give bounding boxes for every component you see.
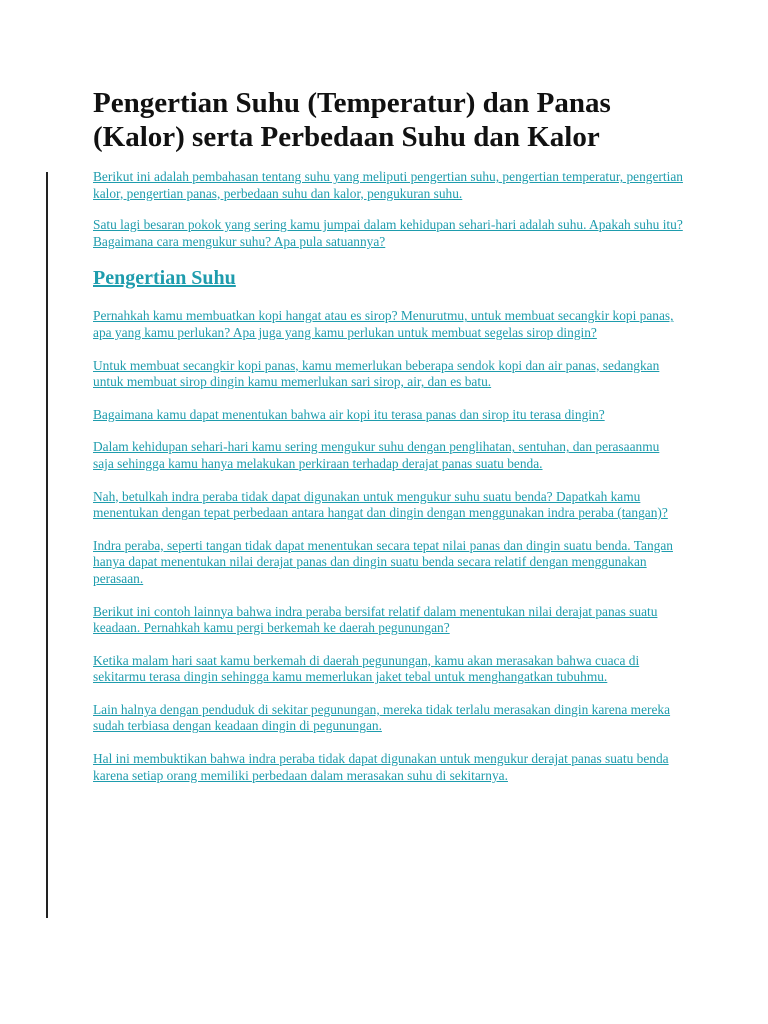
- body-paragraph-4[interactable]: Dalam kehidupan sehari-hari kamu sering mengukur suhu dengan penglihatan, sentuhan, dan perasaanmu saja sehingga kamu hanya melakukan perkiraan terhadap derajat panas suatu benda.: [93, 439, 660, 471]
- body-paragraph-10[interactable]: Hal ini membuktikan bahwa indra peraba tidak dapat digunakan untuk mengukur derajat panas suatu benda karena setiap orang memiliki perbedaan dalam merasakan suhu di sekitarnya.: [93, 751, 669, 783]
- body-paragraph-5[interactable]: Nah, betulkah indra peraba tidak dapat digunakan untuk mengukur suhu suatu benda? Dapatkah kamu menentukan dengan tepat perbedaan antara hangat dan dingin dengan menggunakan indra peraba (tangan)?: [93, 488, 668, 521]
- body-paragraph-1[interactable]: Pernahkah kamu membuatkan kopi hangat atau es sirop? Menurutmu, untuk membuat secangkir kopi panas, apa yang kamu perlukan? Apa juga yang kamu perlukan untuk membuat segelas sirop dingin?: [93, 308, 674, 340]
- section-heading[interactable]: Pengertian Suhu: [93, 267, 236, 290]
- body-paragraph-2[interactable]: Untuk membuat secangkir kopi panas, kamu memerlukan beberapa sendok kopi dan air panas, sedangkan untuk membuat sirop dingin kamu memerlukan sari sirop, air, dan es batu.: [93, 357, 660, 390]
- body-paragraph-6[interactable]: Indra peraba, seperti tangan tidak dapat menentukan secara tepat nilai panas dan dingin suatu benda. Tangan hanya dapat menentukan nilai derajat panas dan dingin suatu benda secara relatif dengan menggunakan perasaan.: [93, 537, 673, 586]
- page-title: Pengertian Suhu (Temperatur) dan Panas (Kalor) serta Perbedaan Suhu dan Kalor: [93, 87, 611, 153]
- body-paragraph-3[interactable]: Bagaimana kamu dapat menentukan bahwa air kopi itu terasa panas dan sirop itu terasa dingin?: [93, 406, 605, 422]
- body-paragraph-8[interactable]: Ketika malam hari saat kamu berkemah di daerah pegunungan, kamu akan merasakan bahwa cuaca di sekitarmu terasa dingin sehingga kamu memerlukan jaket tebal untuk menghangatkan tubuhmu.: [93, 652, 640, 685]
- intro-paragraph-1[interactable]: Berikut ini adalah pembahasan tentang suhu yang meliputi pengertian suhu, pengertian temperatur, pengertian kalor, pengertian panas, perbedaan suhu dan kalor, pengukuran suhu.: [93, 169, 683, 201]
- document-body: [93, 169, 683, 800]
- body-paragraph-9[interactable]: Lain halnya dengan penduduk di sekitar pegunungan, mereka tidak terlalu merasakan dingin karena mereka sudah terbiasa dengan keadaan dingin di pegunungan.: [93, 701, 671, 734]
- margin-rule: [46, 172, 48, 918]
- intro-paragraph-2[interactable]: Satu lagi besaran pokok yang sering kamu jumpai dalam kehidupan sehari-hari adalah suhu. Apakah suhu itu? Bagaimana cara mengukur suhu? Apa pula satuannya?: [93, 217, 683, 249]
- body-paragraph-7[interactable]: Berikut ini contoh lainnya bahwa indra peraba bersifat relatif dalam menentukan nilai derajat panas suatu keadaan. Pernahkah kamu pergi berkemah ke daerah pegunungan?: [93, 603, 658, 636]
